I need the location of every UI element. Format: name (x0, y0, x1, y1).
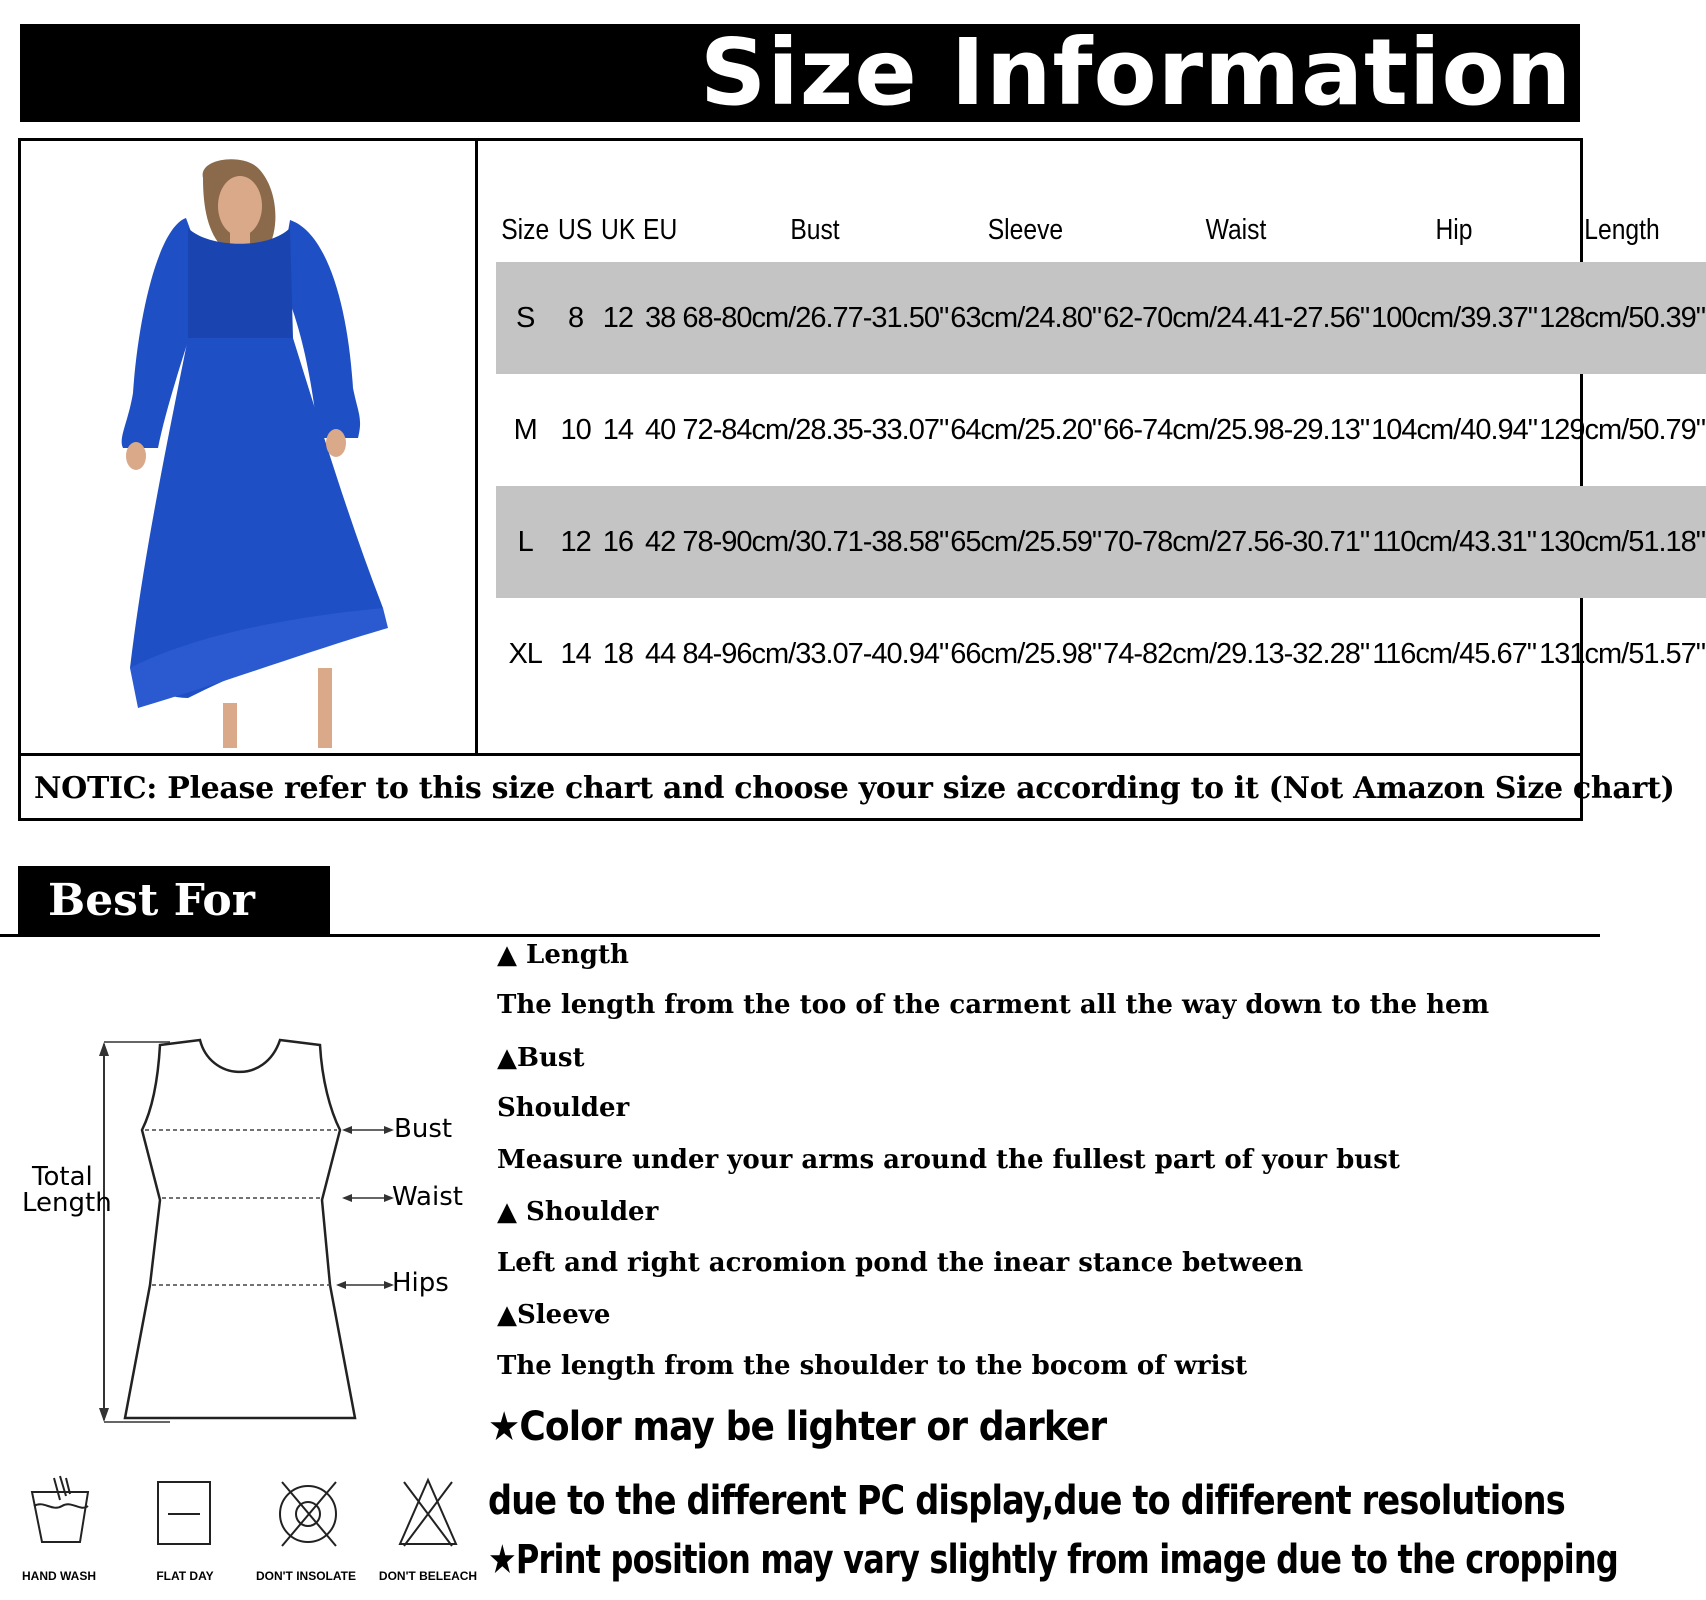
table-cell: 64cm/25.20" (950, 413, 1102, 446)
care-label-hand-wash: HAND WASH (22, 1569, 96, 1583)
color-note: ★Color may be lighter or darker (488, 1404, 1107, 1450)
shoulder-subheading: Shoulder (497, 1093, 630, 1123)
table-row (496, 262, 1706, 374)
bust-description: Measure under your arms around the fullest part of your bust (497, 1145, 1400, 1175)
care-icons (20, 1470, 480, 1560)
table-cell: 84-96cm/33.07-40.94" (682, 637, 949, 670)
length-heading: ▲ Length (497, 940, 629, 970)
dont-insolate-icon (280, 1482, 336, 1546)
table-cell: 12 (554, 486, 596, 598)
table-row (496, 598, 1706, 710)
hips-label: Hips (392, 1268, 449, 1298)
col-header: Bust (790, 213, 840, 246)
table-cell: 70-78cm/27.56-30.71" (1102, 486, 1370, 598)
table-cell: 16 (597, 486, 639, 598)
hand-wash-icon (32, 1476, 88, 1542)
table-cell: XL (508, 637, 542, 670)
table-cell: 116cm/45.67" (1372, 637, 1537, 670)
table-cell: 44 (645, 637, 676, 670)
table-cell: 130cm/51.18" (1538, 486, 1706, 598)
title-bar (20, 19, 1580, 126)
col-header: Waist (1205, 213, 1267, 246)
table-cell: 62-70cm/24.41-27.56" (1102, 262, 1370, 374)
table-cell: 18 (602, 637, 633, 670)
best-for-you-heading: Best For You (18, 866, 330, 936)
table-cell: 38 (639, 262, 681, 374)
total-label-line2: Length (22, 1188, 112, 1218)
table-cell: 129cm/50.79" (1539, 413, 1706, 446)
total-label-line1: Total (32, 1162, 93, 1192)
table-cell: 68-80cm/26.77-31.50" (681, 262, 949, 374)
table-row (496, 374, 1706, 486)
bust-label: Bust (394, 1114, 453, 1144)
table-row (496, 486, 1706, 598)
color-note-detail: due to the different PC display,due to dififerent resolutions (488, 1478, 1565, 1524)
notice-text: NOTIC: Please refer to this size chart and choose your size according to it (Not Amazon Size chart) (34, 771, 1675, 806)
table-cell: 8 (554, 262, 596, 374)
table-cell: S (496, 262, 554, 374)
table-cell: 100cm/39.37" (1370, 262, 1538, 374)
col-header: Length (1584, 213, 1660, 246)
care-label-flat-day: FLAT DAY (156, 1569, 214, 1583)
print-position-note: ★Print position may vary slightly from image due to the cropping (488, 1537, 1619, 1583)
waist-label: Waist (392, 1182, 463, 1212)
care-label-dont-insolate: DON'T INSOLATE (256, 1569, 356, 1583)
length-description: The length from the too of the carment all the way down to the hem (497, 990, 1490, 1020)
table-cell: 74-82cm/29.13-32.28" (1103, 637, 1370, 670)
table-cell: 78-90cm/30.71-38.58" (681, 486, 949, 598)
section-divider (0, 934, 1600, 937)
table-cell: 14 (560, 637, 591, 670)
measurement-diagram (0, 1000, 480, 1440)
table-cell: 14 (602, 413, 633, 446)
notice-row (18, 753, 1675, 821)
table-cell: 40 (645, 413, 676, 446)
col-header: UK (600, 213, 635, 246)
shoulder-heading: ▲ Shoulder (497, 1197, 659, 1227)
shoulder-description: Left and right acromion pond the inear stance between (497, 1248, 1304, 1278)
col-header: Size (501, 213, 550, 246)
sleeve-description: The length from the shoulder to the bocom of wrist (497, 1351, 1248, 1381)
table-cell: 12 (597, 262, 639, 374)
table-cell: 66-74cm/25.98-29.13" (1103, 413, 1370, 446)
table-header-row (496, 198, 1706, 262)
col-header: EU (643, 213, 678, 246)
table-cell: 110cm/43.31" (1370, 486, 1538, 598)
table-cell: 72-84cm/28.35-33.07" (682, 413, 949, 446)
table-cell: 128cm/50.39" (1538, 262, 1706, 374)
sleeve-heading: ▲Sleeve (497, 1300, 611, 1330)
bust-heading: ▲Bust (497, 1043, 585, 1073)
size-table (496, 198, 1706, 710)
product-photo (18, 138, 478, 753)
table-cell: 63cm/24.80" (949, 262, 1102, 374)
table-cell: 66cm/25.98" (950, 637, 1102, 670)
page-title: Size Information (700, 19, 1573, 126)
total-length-label (22, 1162, 112, 1218)
table-cell: 65cm/25.59" (949, 486, 1102, 598)
col-header: Sleeve (988, 213, 1064, 246)
flat-dry-icon (158, 1482, 210, 1544)
table-cell: 10 (560, 413, 591, 446)
table-cell: M (513, 413, 537, 446)
care-label-dont-bleach: DON'T BELEACH (378, 1569, 478, 1583)
dress-image (18, 138, 475, 753)
size-table-cell (478, 138, 1706, 753)
table-cell: 104cm/40.94" (1371, 413, 1538, 446)
col-header: US (558, 213, 593, 246)
col-header: Hip (1435, 213, 1473, 246)
table-cell: 42 (639, 486, 681, 598)
table-cell: L (496, 486, 554, 598)
table-cell: 131cm/51.57" (1539, 637, 1706, 670)
dont-bleach-icon (400, 1480, 456, 1546)
